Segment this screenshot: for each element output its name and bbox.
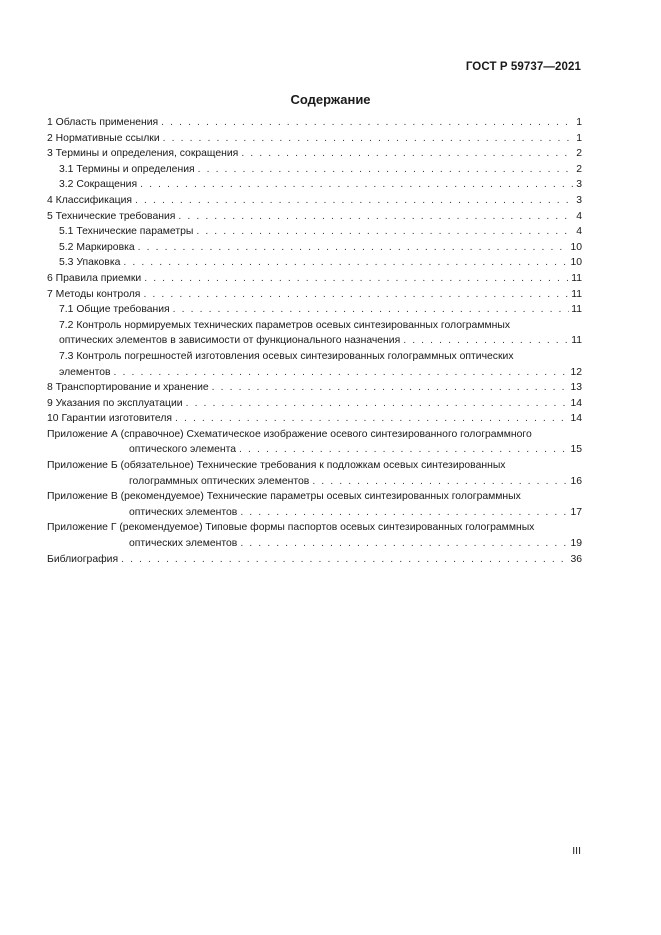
toc-entry-appendix-a[interactable] bbox=[47, 427, 582, 458]
toc-label: 7.1 Общие требования bbox=[59, 304, 170, 316]
toc-leader-dots bbox=[239, 442, 568, 458]
toc-leader-dots bbox=[196, 224, 574, 240]
toc-entry-5-2[interactable] bbox=[47, 240, 582, 256]
toc-entry-9[interactable] bbox=[47, 396, 582, 412]
toc-label-line2: оптических элементов bbox=[129, 506, 238, 518]
toc-label-line2: оптического элемента bbox=[129, 444, 237, 456]
toc-page-number: 19 bbox=[570, 538, 582, 550]
toc-page-number: 11 bbox=[571, 335, 582, 347]
toc-label: 5 Технические требования bbox=[47, 210, 176, 222]
toc-leader-dots bbox=[114, 365, 569, 381]
toc-label-line1: Приложение Б (обязательное) Технические требования к подложкам осевых синтезированных bbox=[47, 460, 506, 472]
toc-entry-2[interactable] bbox=[47, 131, 582, 147]
toc-entry-bibliography[interactable] bbox=[47, 552, 582, 568]
page-number: III bbox=[572, 845, 581, 857]
toc-leader-dots bbox=[163, 131, 575, 147]
toc-page-number: 11 bbox=[571, 272, 582, 284]
toc-page-number: 14 bbox=[570, 397, 582, 409]
toc-leader-dots bbox=[198, 162, 575, 178]
toc-page-number: 4 bbox=[576, 210, 582, 222]
toc-label: 9 Указания по эксплуатации bbox=[47, 397, 183, 409]
toc-label-line1: Приложение В (рекомендуемое) Технические параметры осевых синтезированных голограммных bbox=[47, 491, 521, 503]
page-title: Содержание bbox=[290, 92, 371, 107]
toc-leader-dots bbox=[144, 271, 569, 287]
toc-leader-dots bbox=[140, 177, 574, 193]
toc-label: 8 Транспортирование и хранение bbox=[47, 382, 209, 394]
toc-leader-dots bbox=[161, 115, 574, 131]
toc-label: 5.2 Маркировка bbox=[59, 241, 135, 253]
toc-leader-dots bbox=[403, 333, 569, 349]
toc-entry-8[interactable] bbox=[47, 380, 582, 396]
toc-leader-dots bbox=[186, 396, 569, 412]
toc-label-line2: оптических элементов bbox=[129, 538, 238, 550]
toc-leader-dots bbox=[121, 552, 568, 568]
toc-page-number: 1 bbox=[576, 117, 582, 128]
toc-leader-dots bbox=[175, 411, 568, 427]
toc-page-number: 12 bbox=[570, 366, 582, 378]
toc-entry-appendix-b[interactable] bbox=[47, 458, 582, 489]
toc-label: 5.1 Технические параметры bbox=[59, 226, 194, 238]
toc-label: 3 Термины и определения, сокращения bbox=[47, 148, 239, 160]
toc-label-line1: Приложение А (справочное) Схематическое изображение осевого синтезированного голограммного bbox=[47, 428, 532, 440]
toc-label-line2: оптических элементов в зависимости от функционального назначения bbox=[59, 335, 401, 347]
toc-entry-7-2[interactable] bbox=[47, 318, 582, 349]
toc-label: 2 Нормативные ссылки bbox=[47, 132, 160, 144]
toc-entry-appendix-g[interactable] bbox=[47, 520, 582, 551]
toc-leader-dots bbox=[135, 193, 574, 209]
toc-entry-5-1[interactable] bbox=[47, 224, 582, 240]
toc-label: 5.3 Упаковка bbox=[59, 257, 121, 269]
toc-label: 6 Правила приемки bbox=[47, 272, 142, 284]
toc-entry-3[interactable] bbox=[47, 146, 582, 162]
toc-page-number: 11 bbox=[571, 304, 582, 316]
toc-label: 1 Область применения bbox=[47, 117, 159, 128]
toc-leader-dots bbox=[312, 474, 568, 490]
toc-page-number: 17 bbox=[570, 506, 582, 518]
toc-label: 4 Классификация bbox=[47, 194, 133, 206]
toc-leader-dots bbox=[212, 380, 569, 396]
toc-leader-dots bbox=[240, 505, 568, 521]
toc-entry-7-1[interactable] bbox=[47, 302, 582, 318]
toc-leader-dots bbox=[173, 302, 570, 318]
toc-entry-5[interactable] bbox=[47, 209, 582, 225]
toc-entry-6[interactable] bbox=[47, 271, 582, 287]
toc-entry-10[interactable] bbox=[47, 411, 582, 427]
toc-page-number: 15 bbox=[570, 444, 582, 456]
toc-label: 10 Гарантии изготовителя bbox=[47, 413, 173, 425]
toc-leader-dots bbox=[138, 240, 569, 256]
toc-entry-4[interactable] bbox=[47, 193, 582, 209]
toc-leader-dots bbox=[240, 536, 568, 552]
toc-page-number: 10 bbox=[570, 241, 582, 253]
toc-entry-7[interactable] bbox=[47, 287, 582, 303]
toc-label-line1: Приложение Г (рекомендуемое) Типовые формы паспортов осевых синтезированных голограммных bbox=[47, 522, 535, 534]
toc-page-number: 4 bbox=[576, 226, 582, 238]
toc-page-number: 1 bbox=[576, 132, 582, 144]
toc-page-number: 2 bbox=[576, 148, 582, 160]
toc-label-line2: элементов bbox=[59, 366, 111, 378]
toc-entry-3-1[interactable] bbox=[47, 162, 582, 178]
toc-leader-dots bbox=[123, 255, 568, 271]
toc-entry-1[interactable] bbox=[47, 115, 582, 131]
toc-page-number: 16 bbox=[570, 475, 582, 487]
toc-page-number: 10 bbox=[570, 257, 582, 269]
document-code: ГОСТ Р 59737—2021 bbox=[465, 61, 581, 73]
table-of-contents bbox=[47, 115, 582, 567]
toc-entry-7-3[interactable] bbox=[47, 349, 582, 380]
toc-entry-5-3[interactable] bbox=[47, 255, 582, 271]
toc-leader-dots bbox=[143, 287, 569, 303]
toc-label-line1: 7.3 Контроль погрешностей изготовления осевых синтезированных голограммных оптических bbox=[59, 350, 514, 362]
toc-page-number: 36 bbox=[570, 553, 582, 565]
toc-page-number: 3 bbox=[576, 179, 582, 191]
toc-page-number: 11 bbox=[571, 288, 582, 300]
toc-page-number: 2 bbox=[576, 163, 582, 175]
toc-label: Библиография bbox=[47, 553, 119, 565]
toc-leader-dots bbox=[241, 146, 574, 162]
toc-page-number: 13 bbox=[570, 382, 582, 394]
toc-entry-3-2[interactable] bbox=[47, 177, 582, 193]
toc-label: 3.2 Сокращения bbox=[59, 179, 138, 191]
toc-label: 7 Методы контроля bbox=[47, 288, 141, 300]
toc-label-line2: голограммных оптических элементов bbox=[129, 475, 310, 487]
toc-entry-appendix-v[interactable] bbox=[47, 489, 582, 520]
toc-label-line1: 7.2 Контроль нормируемых технических параметров осевых синтезированных голограммных bbox=[59, 319, 511, 331]
toc-page-number: 14 bbox=[570, 413, 582, 425]
toc-leader-dots bbox=[178, 209, 574, 225]
toc-label: 3.1 Термины и определения bbox=[59, 163, 195, 175]
toc-page-number: 3 bbox=[576, 194, 582, 206]
